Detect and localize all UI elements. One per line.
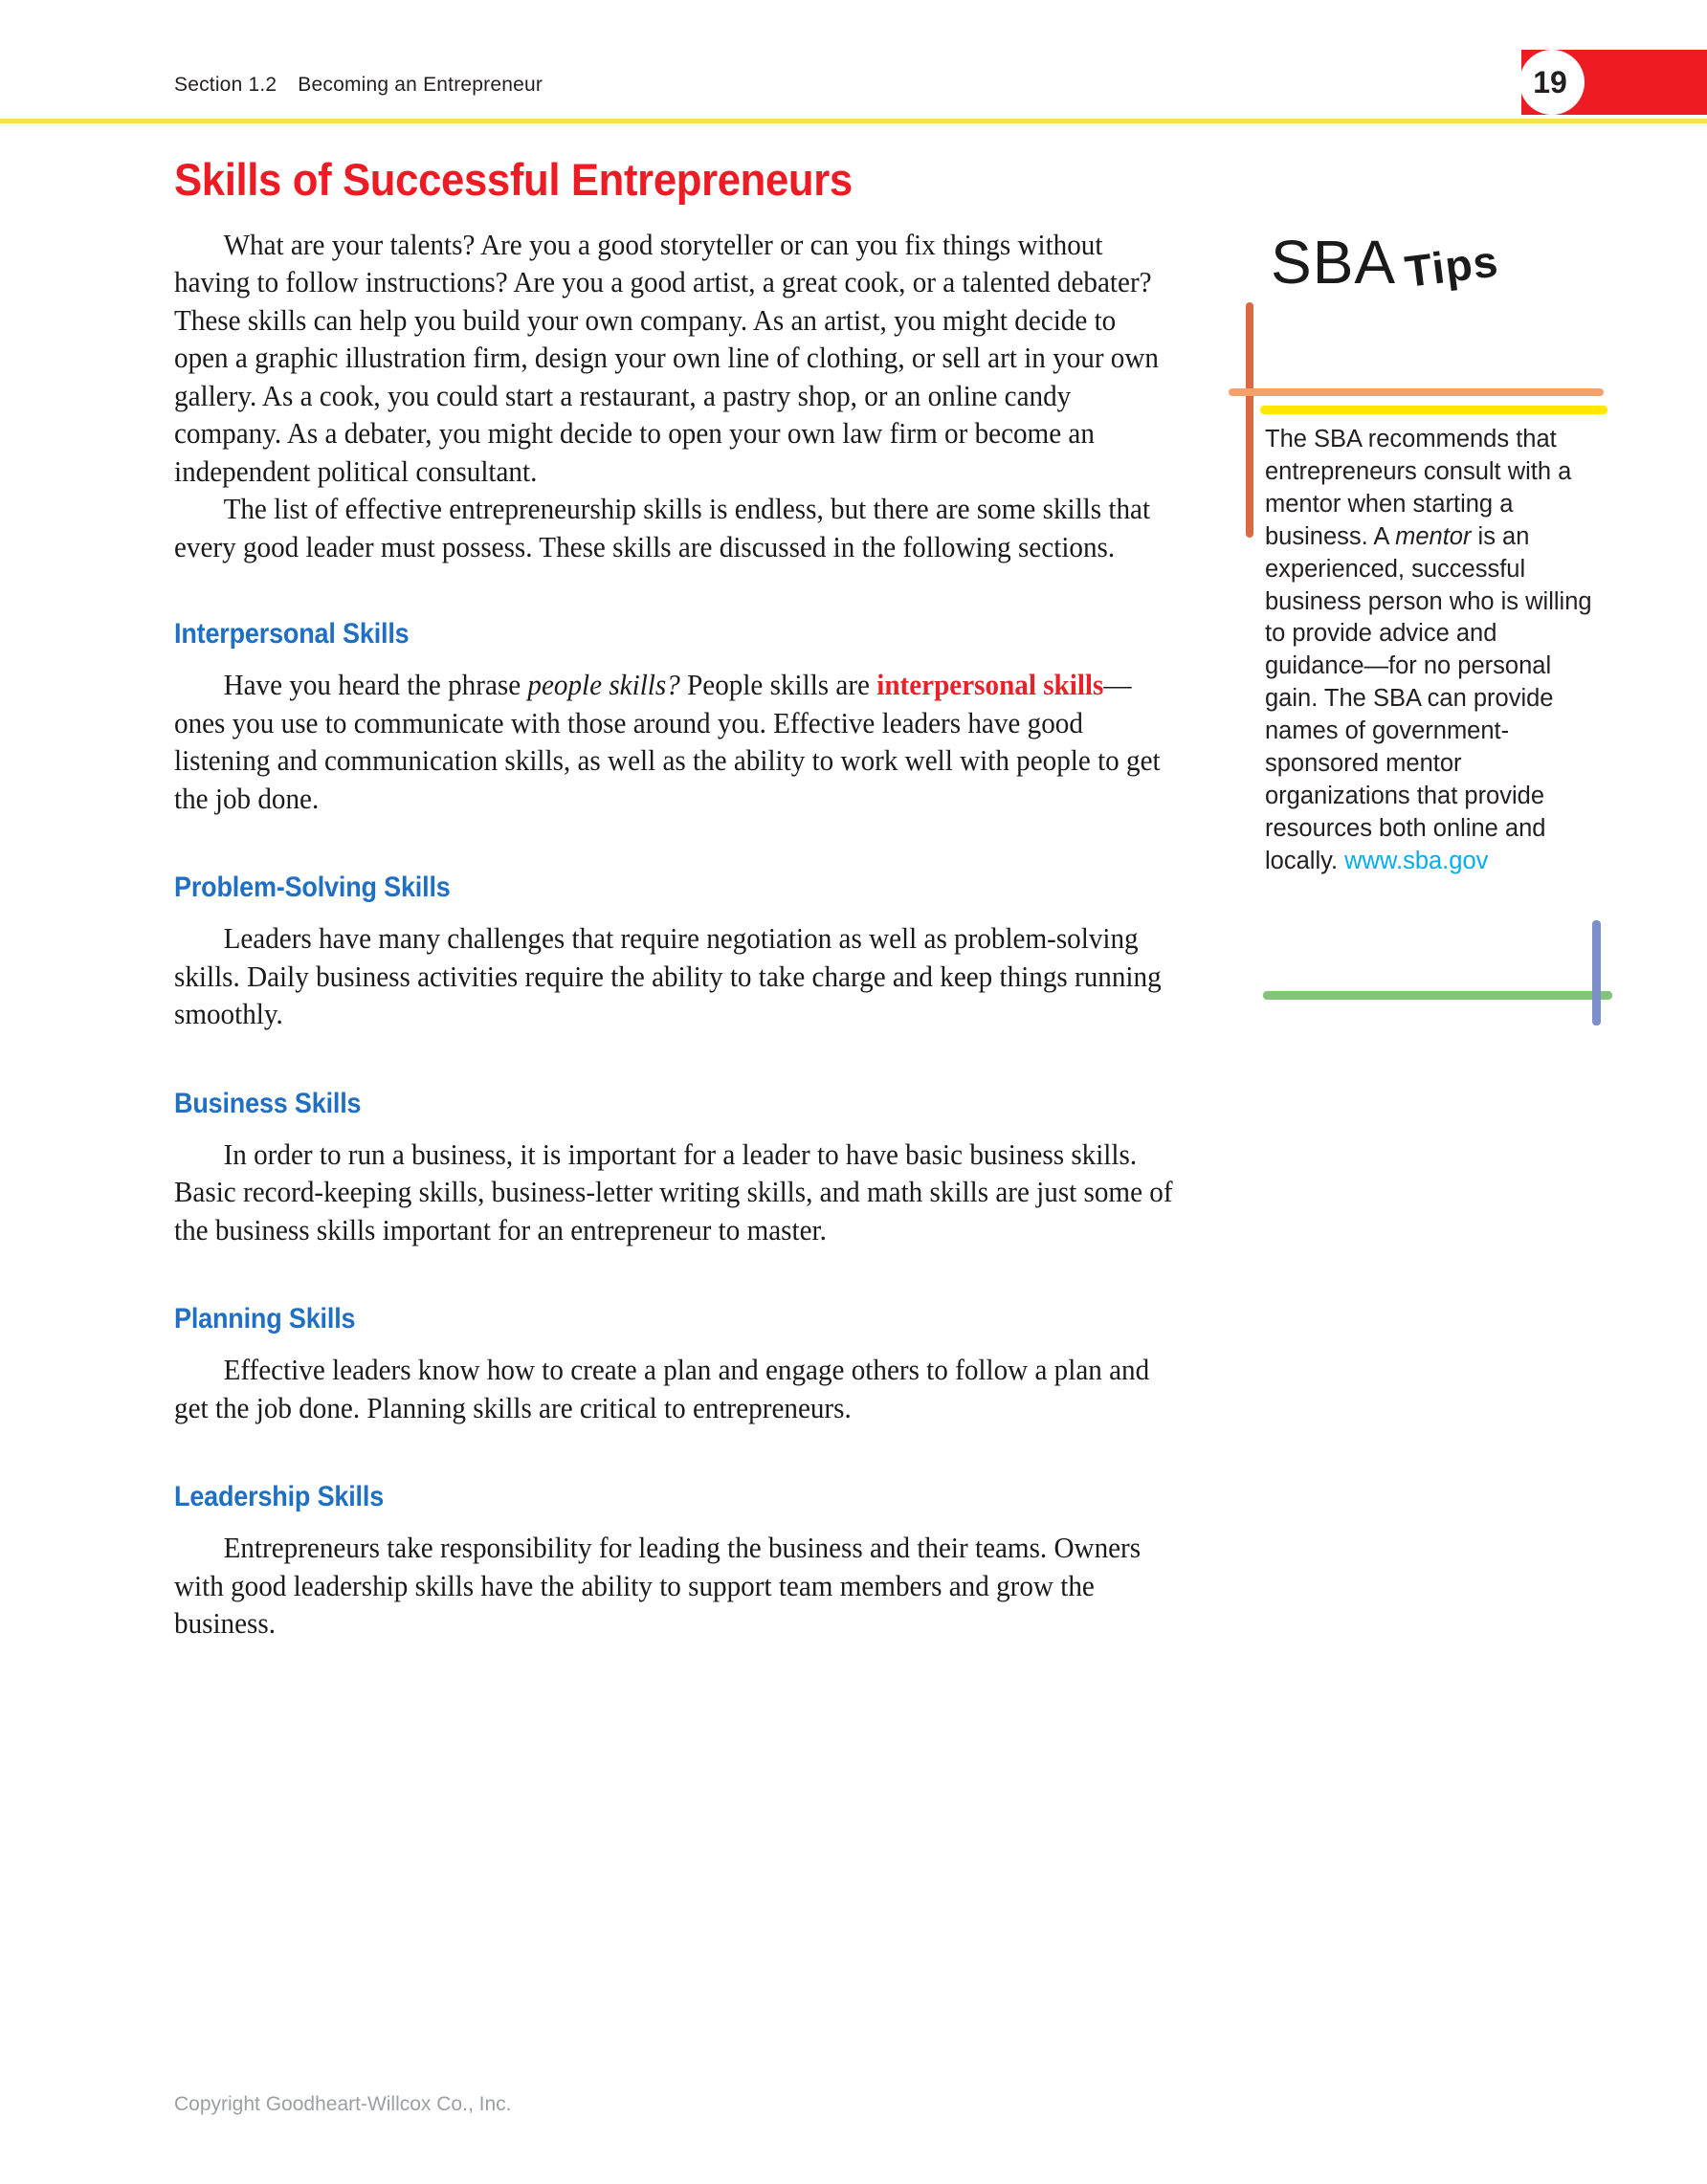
body-rest: —ones you use to communicate with those around you. Effective leaders have good listening and communication skills, as well as the ability to work well with people to get the job done. <box>174 669 1161 815</box>
page-number: 19 <box>1533 64 1567 99</box>
spacer <box>174 818 1222 871</box>
section-body-business-skills: In order to run a business, it is important for a leader to have basic business skills. Basic record-keeping skills, business-letter writing skills, and math skills are just some of the business skills important for an entrepreneur to master. <box>174 1137 1173 1246</box>
sba-logo-main: SBA <box>1271 228 1397 297</box>
spacer <box>174 566 1222 618</box>
sba-url-link[interactable]: www.sba.gov <box>1344 847 1489 874</box>
running-head-section-label: Section 1.2 <box>174 74 277 96</box>
spacer <box>174 904 1222 920</box>
subheading-interpersonal-skills: Interpersonal Skills <box>174 618 410 651</box>
sidebar-green-rule <box>1263 991 1612 1000</box>
page-title: Skills of Successful Entrepreneurs <box>174 154 853 205</box>
sba-text-part2: is an experienced, successful business person who is willing to provide advice and guidance—for no personal gain. The SBA can provide names of government-sponsored mentor organizations that provide resources both online and locally. <box>1265 522 1592 874</box>
sidebar-orange-vertical-bar <box>1246 302 1253 538</box>
sba-tips-body-text <box>1265 424 1598 878</box>
sba-text-part1: The SBA recommends that entrepreneurs consult with a mentor when starting a business. A <box>1265 426 1572 550</box>
header-rule <box>0 119 1707 123</box>
sba-tips-logo-text <box>1271 228 1501 297</box>
sidebar-yellow-rule <box>1260 406 1607 414</box>
body-mid: People skills are <box>679 669 877 702</box>
body-italic-term: people skills? <box>527 669 680 702</box>
section-body-problem-solving-skills: Leaders have many challenges that require negotiation as well as problem-solving skills. Daily business activities require the ability to take charge and keep things running smoothly. <box>174 922 1162 1031</box>
running-head <box>174 74 543 97</box>
sba-tips-logo <box>1261 230 1606 341</box>
sidebar-blue-vertical-bar <box>1592 920 1601 1026</box>
subheading-planning-skills: Planning Skills <box>174 1303 356 1335</box>
intro-paragraph-2: The list of effective entrepreneurship skills is endless, but there are some skills that every good leader must possess. These skills are discussed in the following sections. <box>174 493 1151 563</box>
spacer <box>174 1249 1222 1303</box>
spacer <box>174 1427 1222 1481</box>
section-body-leadership-skills: Entrepreneurs take responsibility for leading the business and their teams. Owners with good leadership skills have the ability to support team members and grow the business. <box>174 1532 1142 1641</box>
section-body-interpersonal-skills <box>174 667 1175 818</box>
subheading-leadership-skills: Leadership Skills <box>174 1481 385 1513</box>
sba-logo-accent: Tips <box>1402 235 1501 297</box>
spacer <box>174 1120 1222 1136</box>
main-column <box>174 153 1222 1644</box>
subheading-business-skills: Business Skills <box>174 1087 362 1119</box>
body-lead: Have you heard the phrase <box>223 669 528 702</box>
spacer <box>174 1335 1222 1352</box>
section-body-planning-skills: Effective leaders know how to create a plan and engage others to follow a plan and get the job done. Planning skills are critical to entrepreneurs. <box>174 1354 1150 1424</box>
sba-tips-sidebar <box>1261 230 1606 341</box>
spacer <box>174 1034 1222 1088</box>
spacer <box>174 1513 1222 1530</box>
key-term-interpersonal-skills: interpersonal skills <box>876 669 1104 702</box>
sba-text-italic-mentor: mentor <box>1395 522 1472 550</box>
spacer <box>174 651 1222 667</box>
running-head-section-title: Becoming an Entrepreneur <box>298 74 543 96</box>
intro-paragraph-1: What are your talents? Are you a good storyteller or can you fix things without having to follow instructions? Are you a good artist, a great cook, or a talented debater? These skills can help you build your own company. As an artist, you might decide to open a graphic illustration firm, design your own line of clothing, or sell art in your own gallery. As a cook, you could start a restaurant, a pastry shop, or an online candy company. As a debater, you might decide to open your own law firm or become an independent political consultant. <box>174 229 1159 488</box>
footer-copyright: Copyright Goodheart-Willcox Co., Inc. <box>174 2093 512 2115</box>
subheading-problem-solving-skills: Problem-Solving Skills <box>174 871 451 904</box>
sidebar-orange-rule <box>1229 388 1604 396</box>
